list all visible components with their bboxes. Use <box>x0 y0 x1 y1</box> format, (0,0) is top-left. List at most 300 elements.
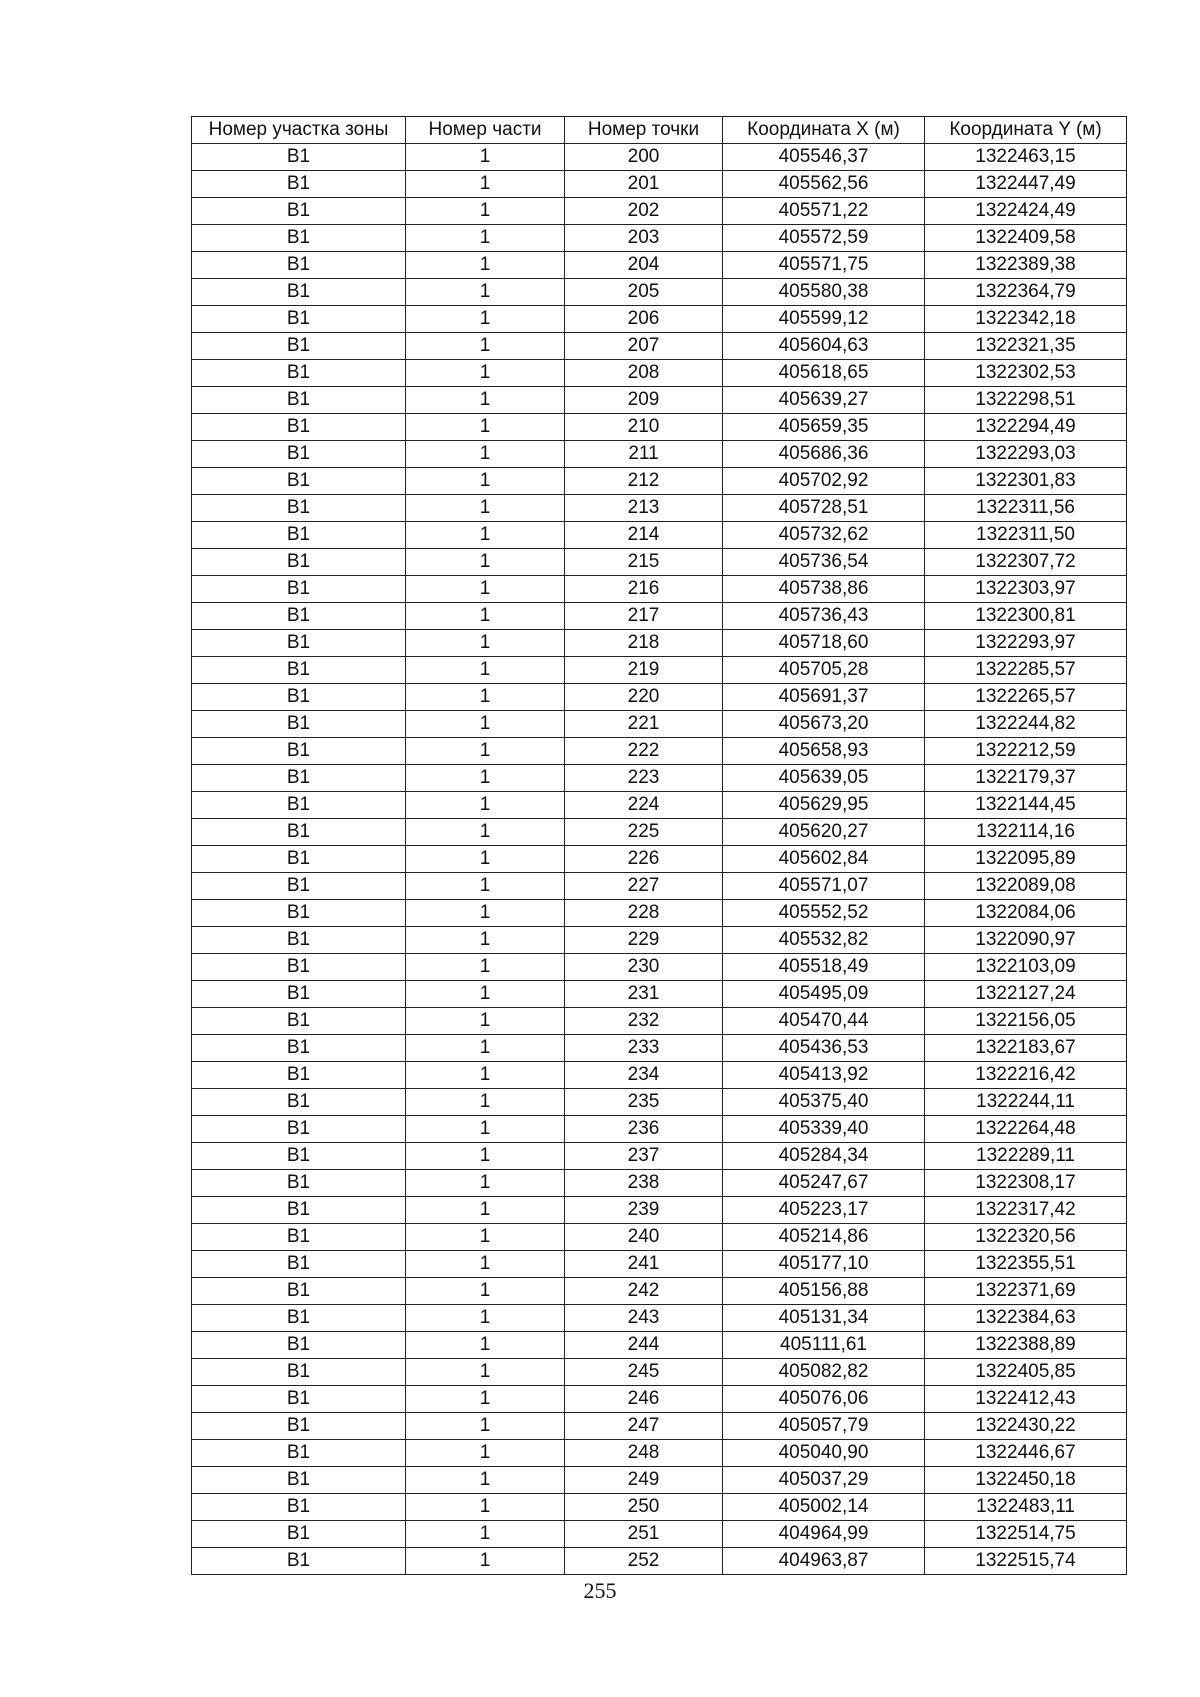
zone-section-cell: В1 <box>192 549 406 576</box>
part-number-cell: 1 <box>406 684 565 711</box>
part-number-cell: 1 <box>406 1062 565 1089</box>
zone-section-cell: В1 <box>192 1359 406 1386</box>
coordinate-x-cell: 405604,63 <box>723 333 925 360</box>
point-number-cell: 222 <box>565 738 723 765</box>
coordinate-y-cell: 1322127,24 <box>925 981 1127 1008</box>
table-row <box>192 1197 1127 1224</box>
coordinate-y-cell: 1322244,82 <box>925 711 1127 738</box>
table-row <box>192 900 1127 927</box>
point-number-cell: 229 <box>565 927 723 954</box>
part-number-cell: 1 <box>406 144 565 171</box>
coordinate-x-cell: 405718,60 <box>723 630 925 657</box>
coordinate-x-cell: 405284,34 <box>723 1143 925 1170</box>
coordinate-y-cell: 1322302,53 <box>925 360 1127 387</box>
coordinate-x-cell: 405413,92 <box>723 1062 925 1089</box>
table-row <box>192 1035 1127 1062</box>
coordinate-y-cell: 1322384,63 <box>925 1305 1127 1332</box>
coordinate-x-cell: 405131,34 <box>723 1305 925 1332</box>
coordinate-x-cell: 405736,43 <box>723 603 925 630</box>
coordinate-y-cell: 1322212,59 <box>925 738 1127 765</box>
part-number-cell: 1 <box>406 1116 565 1143</box>
part-number-cell: 1 <box>406 1359 565 1386</box>
coordinate-y-cell: 1322389,38 <box>925 252 1127 279</box>
point-number-cell: 250 <box>565 1494 723 1521</box>
point-number-cell: 206 <box>565 306 723 333</box>
zone-section-cell: В1 <box>192 927 406 954</box>
zone-section-cell: В1 <box>192 1278 406 1305</box>
header-part-number: Номер части <box>406 117 565 144</box>
coordinate-y-cell: 1322364,79 <box>925 279 1127 306</box>
zone-section-cell: В1 <box>192 1251 406 1278</box>
coordinate-y-cell: 1322293,03 <box>925 441 1127 468</box>
coordinate-y-cell: 1322320,56 <box>925 1224 1127 1251</box>
table-row <box>192 549 1127 576</box>
part-number-cell: 1 <box>406 900 565 927</box>
coordinate-x-cell: 405639,27 <box>723 387 925 414</box>
zone-section-cell: В1 <box>192 387 406 414</box>
part-number-cell: 1 <box>406 657 565 684</box>
zone-section-cell: В1 <box>192 819 406 846</box>
zone-section-cell: В1 <box>192 630 406 657</box>
coordinate-y-cell: 1322514,75 <box>925 1521 1127 1548</box>
coordinate-y-cell: 1322317,42 <box>925 1197 1127 1224</box>
point-number-cell: 237 <box>565 1143 723 1170</box>
zone-section-cell: В1 <box>192 1116 406 1143</box>
coordinate-x-cell: 405673,20 <box>723 711 925 738</box>
coordinate-y-cell: 1322301,83 <box>925 468 1127 495</box>
table-row <box>192 819 1127 846</box>
coordinate-y-cell: 1322463,15 <box>925 144 1127 171</box>
part-number-cell: 1 <box>406 522 565 549</box>
part-number-cell: 1 <box>406 387 565 414</box>
point-number-cell: 205 <box>565 279 723 306</box>
part-number-cell: 1 <box>406 279 565 306</box>
coordinate-y-cell: 1322090,97 <box>925 927 1127 954</box>
coordinate-x-cell: 405571,22 <box>723 198 925 225</box>
part-number-cell: 1 <box>406 1440 565 1467</box>
part-number-cell: 1 <box>406 1278 565 1305</box>
part-number-cell: 1 <box>406 738 565 765</box>
point-number-cell: 220 <box>565 684 723 711</box>
part-number-cell: 1 <box>406 1089 565 1116</box>
point-number-cell: 231 <box>565 981 723 1008</box>
coordinate-x-cell: 405728,51 <box>723 495 925 522</box>
point-number-cell: 230 <box>565 954 723 981</box>
coordinate-y-cell: 1322311,56 <box>925 495 1127 522</box>
part-number-cell: 1 <box>406 630 565 657</box>
table-row <box>192 1467 1127 1494</box>
table-row <box>192 1224 1127 1251</box>
coordinate-y-cell: 1322355,51 <box>925 1251 1127 1278</box>
coordinate-x-cell: 405659,35 <box>723 414 925 441</box>
coordinate-y-cell: 1322483,11 <box>925 1494 1127 1521</box>
coordinate-y-cell: 1322321,35 <box>925 333 1127 360</box>
point-number-cell: 228 <box>565 900 723 927</box>
coordinate-x-cell: 405618,65 <box>723 360 925 387</box>
coordinate-y-cell: 1322264,48 <box>925 1116 1127 1143</box>
zone-section-cell: В1 <box>192 792 406 819</box>
part-number-cell: 1 <box>406 819 565 846</box>
point-number-cell: 208 <box>565 360 723 387</box>
part-number-cell: 1 <box>406 549 565 576</box>
point-number-cell: 203 <box>565 225 723 252</box>
part-number-cell: 1 <box>406 1197 565 1224</box>
zone-section-cell: В1 <box>192 1143 406 1170</box>
zone-section-cell: В1 <box>192 1008 406 1035</box>
point-number-cell: 236 <box>565 1116 723 1143</box>
coordinate-y-cell: 1322183,67 <box>925 1035 1127 1062</box>
table-row <box>192 1089 1127 1116</box>
zone-section-cell: В1 <box>192 414 406 441</box>
coordinate-x-cell: 405076,06 <box>723 1386 925 1413</box>
coordinate-y-cell: 1322300,81 <box>925 603 1127 630</box>
zone-section-cell: В1 <box>192 360 406 387</box>
zone-section-cell: В1 <box>192 954 406 981</box>
header-point-number: Номер точки <box>565 117 723 144</box>
coordinate-x-cell: 405156,88 <box>723 1278 925 1305</box>
zone-section-cell: В1 <box>192 657 406 684</box>
table-row <box>192 1494 1127 1521</box>
table-row <box>192 414 1127 441</box>
part-number-cell: 1 <box>406 252 565 279</box>
page-number: 255 <box>583 1578 617 1603</box>
zone-section-cell: В1 <box>192 279 406 306</box>
coordinate-x-cell: 405732,62 <box>723 522 925 549</box>
table-row <box>192 1548 1127 1575</box>
coordinate-x-cell: 405658,93 <box>723 738 925 765</box>
part-number-cell: 1 <box>406 954 565 981</box>
coordinate-y-cell: 1322308,17 <box>925 1170 1127 1197</box>
zone-section-cell: В1 <box>192 738 406 765</box>
coordinate-x-cell: 405571,75 <box>723 252 925 279</box>
table-row <box>192 171 1127 198</box>
coordinate-x-cell: 405599,12 <box>723 306 925 333</box>
table-body <box>192 144 1127 1575</box>
zone-section-cell: В1 <box>192 1386 406 1413</box>
part-number-cell: 1 <box>406 1494 565 1521</box>
table-row <box>192 468 1127 495</box>
table-row <box>192 954 1127 981</box>
zone-section-cell: В1 <box>192 711 406 738</box>
point-number-cell: 242 <box>565 1278 723 1305</box>
part-number-cell: 1 <box>406 846 565 873</box>
point-number-cell: 225 <box>565 819 723 846</box>
coordinate-x-cell: 405705,28 <box>723 657 925 684</box>
zone-section-cell: В1 <box>192 252 406 279</box>
point-number-cell: 234 <box>565 1062 723 1089</box>
table-row <box>192 792 1127 819</box>
coordinate-y-cell: 1322089,08 <box>925 873 1127 900</box>
part-number-cell: 1 <box>406 1548 565 1575</box>
coordinate-x-cell: 405702,92 <box>723 468 925 495</box>
point-number-cell: 210 <box>565 414 723 441</box>
zone-section-cell: В1 <box>192 333 406 360</box>
point-number-cell: 246 <box>565 1386 723 1413</box>
coordinate-x-cell: 405620,27 <box>723 819 925 846</box>
point-number-cell: 232 <box>565 1008 723 1035</box>
coordinate-y-cell: 1322405,85 <box>925 1359 1127 1386</box>
part-number-cell: 1 <box>406 1251 565 1278</box>
coordinate-x-cell: 404963,87 <box>723 1548 925 1575</box>
table-row <box>192 1413 1127 1440</box>
zone-section-cell: В1 <box>192 171 406 198</box>
coordinate-y-cell: 1322114,16 <box>925 819 1127 846</box>
coordinate-y-cell: 1322450,18 <box>925 1467 1127 1494</box>
coordinate-y-cell: 1322430,22 <box>925 1413 1127 1440</box>
part-number-cell: 1 <box>406 576 565 603</box>
coordinate-x-cell: 405082,82 <box>723 1359 925 1386</box>
point-number-cell: 247 <box>565 1413 723 1440</box>
table-row <box>192 846 1127 873</box>
part-number-cell: 1 <box>406 603 565 630</box>
part-number-cell: 1 <box>406 198 565 225</box>
table-row <box>192 279 1127 306</box>
coordinate-x-cell: 405580,38 <box>723 279 925 306</box>
point-number-cell: 249 <box>565 1467 723 1494</box>
part-number-cell: 1 <box>406 441 565 468</box>
point-number-cell: 218 <box>565 630 723 657</box>
header-zone-section: Номер участка зоны <box>192 117 406 144</box>
table-row <box>192 1386 1127 1413</box>
zone-section-cell: В1 <box>192 198 406 225</box>
zone-section-cell: В1 <box>192 1467 406 1494</box>
coordinate-y-cell: 1322103,09 <box>925 954 1127 981</box>
part-number-cell: 1 <box>406 981 565 1008</box>
point-number-cell: 215 <box>565 549 723 576</box>
coordinate-x-cell: 405339,40 <box>723 1116 925 1143</box>
point-number-cell: 251 <box>565 1521 723 1548</box>
table-row <box>192 684 1127 711</box>
coordinate-x-cell: 404964,99 <box>723 1521 925 1548</box>
coordinate-y-cell: 1322095,89 <box>925 846 1127 873</box>
table-row <box>192 738 1127 765</box>
table-row <box>192 333 1127 360</box>
zone-section-cell: В1 <box>192 522 406 549</box>
point-number-cell: 201 <box>565 171 723 198</box>
part-number-cell: 1 <box>406 1332 565 1359</box>
coordinate-x-cell: 405111,61 <box>723 1332 925 1359</box>
part-number-cell: 1 <box>406 495 565 522</box>
table-row <box>192 306 1127 333</box>
point-number-cell: 207 <box>565 333 723 360</box>
coordinate-y-cell: 1322216,42 <box>925 1062 1127 1089</box>
zone-section-cell: В1 <box>192 1197 406 1224</box>
table-row <box>192 711 1127 738</box>
coordinate-x-cell: 405470,44 <box>723 1008 925 1035</box>
point-number-cell: 214 <box>565 522 723 549</box>
point-number-cell: 252 <box>565 1548 723 1575</box>
coordinate-x-cell: 405571,07 <box>723 873 925 900</box>
point-number-cell: 211 <box>565 441 723 468</box>
point-number-cell: 227 <box>565 873 723 900</box>
coordinate-y-cell: 1322179,37 <box>925 765 1127 792</box>
zone-section-cell: В1 <box>192 684 406 711</box>
part-number-cell: 1 <box>406 1008 565 1035</box>
coordinate-x-cell: 405375,40 <box>723 1089 925 1116</box>
zone-section-cell: В1 <box>192 1062 406 1089</box>
zone-section-cell: В1 <box>192 765 406 792</box>
point-number-cell: 240 <box>565 1224 723 1251</box>
part-number-cell: 1 <box>406 468 565 495</box>
table-row <box>192 1062 1127 1089</box>
coordinate-y-cell: 1322293,97 <box>925 630 1127 657</box>
zone-section-cell: В1 <box>192 1494 406 1521</box>
point-number-cell: 221 <box>565 711 723 738</box>
coordinate-x-cell: 405736,54 <box>723 549 925 576</box>
table-row <box>192 1521 1127 1548</box>
zone-section-cell: В1 <box>192 495 406 522</box>
zone-section-cell: В1 <box>192 576 406 603</box>
coordinate-x-cell: 405532,82 <box>723 927 925 954</box>
table-row <box>192 927 1127 954</box>
zone-section-cell: В1 <box>192 1521 406 1548</box>
table-row <box>192 1008 1127 1035</box>
coordinate-x-cell: 405738,86 <box>723 576 925 603</box>
zone-section-cell: В1 <box>192 1170 406 1197</box>
table-row <box>192 1116 1127 1143</box>
part-number-cell: 1 <box>406 333 565 360</box>
coordinate-y-cell: 1322289,11 <box>925 1143 1127 1170</box>
coordinate-x-cell: 405040,90 <box>723 1440 925 1467</box>
part-number-cell: 1 <box>406 1035 565 1062</box>
point-number-cell: 248 <box>565 1440 723 1467</box>
coordinate-x-cell: 405562,56 <box>723 171 925 198</box>
coordinate-x-cell: 405572,59 <box>723 225 925 252</box>
coordinate-x-cell: 405686,36 <box>723 441 925 468</box>
coordinate-y-cell: 1322285,57 <box>925 657 1127 684</box>
zone-section-cell: В1 <box>192 981 406 1008</box>
part-number-cell: 1 <box>406 360 565 387</box>
zone-section-cell: В1 <box>192 144 406 171</box>
coordinate-x-cell: 405518,49 <box>723 954 925 981</box>
coordinate-y-cell: 1322515,74 <box>925 1548 1127 1575</box>
table-row <box>192 873 1127 900</box>
coordinate-y-cell: 1322371,69 <box>925 1278 1127 1305</box>
table-row <box>192 1359 1127 1386</box>
table-row <box>192 630 1127 657</box>
part-number-cell: 1 <box>406 1170 565 1197</box>
table-header-row <box>192 117 1127 144</box>
zone-section-cell: В1 <box>192 603 406 630</box>
zone-section-cell: В1 <box>192 1440 406 1467</box>
coordinate-y-cell: 1322307,72 <box>925 549 1127 576</box>
coordinate-y-cell: 1322446,67 <box>925 1440 1127 1467</box>
point-number-cell: 245 <box>565 1359 723 1386</box>
coordinate-x-cell: 405495,09 <box>723 981 925 1008</box>
zone-section-cell: В1 <box>192 468 406 495</box>
part-number-cell: 1 <box>406 171 565 198</box>
coordinate-x-cell: 405629,95 <box>723 792 925 819</box>
table-row <box>192 387 1127 414</box>
coordinate-y-cell: 1322388,89 <box>925 1332 1127 1359</box>
point-number-cell: 202 <box>565 198 723 225</box>
coordinate-y-cell: 1322084,06 <box>925 900 1127 927</box>
coordinate-y-cell: 1322409,58 <box>925 225 1127 252</box>
point-number-cell: 238 <box>565 1170 723 1197</box>
zone-section-cell: В1 <box>192 1413 406 1440</box>
header-coordinate-y: Координата Y (м) <box>925 117 1127 144</box>
table-row <box>192 441 1127 468</box>
zone-section-cell: В1 <box>192 873 406 900</box>
part-number-cell: 1 <box>406 1413 565 1440</box>
point-number-cell: 204 <box>565 252 723 279</box>
coordinate-y-cell: 1322144,45 <box>925 792 1127 819</box>
coordinate-x-cell: 405002,14 <box>723 1494 925 1521</box>
coordinate-x-cell: 405602,84 <box>723 846 925 873</box>
point-number-cell: 216 <box>565 576 723 603</box>
point-number-cell: 239 <box>565 1197 723 1224</box>
part-number-cell: 1 <box>406 873 565 900</box>
table-row <box>192 1332 1127 1359</box>
coordinate-y-cell: 1322298,51 <box>925 387 1127 414</box>
part-number-cell: 1 <box>406 1224 565 1251</box>
part-number-cell: 1 <box>406 414 565 441</box>
zone-section-cell: В1 <box>192 1305 406 1332</box>
point-number-cell: 213 <box>565 495 723 522</box>
part-number-cell: 1 <box>406 765 565 792</box>
coordinate-x-cell: 405223,17 <box>723 1197 925 1224</box>
coordinate-y-cell: 1322156,05 <box>925 1008 1127 1035</box>
table-row <box>192 252 1127 279</box>
table-row <box>192 1440 1127 1467</box>
part-number-cell: 1 <box>406 711 565 738</box>
point-number-cell: 209 <box>565 387 723 414</box>
part-number-cell: 1 <box>406 927 565 954</box>
point-number-cell: 244 <box>565 1332 723 1359</box>
table-row <box>192 981 1127 1008</box>
part-number-cell: 1 <box>406 1467 565 1494</box>
zone-section-cell: В1 <box>192 225 406 252</box>
point-number-cell: 243 <box>565 1305 723 1332</box>
coordinate-x-cell: 405177,10 <box>723 1251 925 1278</box>
point-number-cell: 224 <box>565 792 723 819</box>
point-number-cell: 212 <box>565 468 723 495</box>
coordinate-x-cell: 405037,29 <box>723 1467 925 1494</box>
table-row <box>192 1278 1127 1305</box>
zone-section-cell: В1 <box>192 1548 406 1575</box>
zone-section-cell: В1 <box>192 1224 406 1251</box>
point-number-cell: 219 <box>565 657 723 684</box>
table-row <box>192 1170 1127 1197</box>
zone-section-cell: В1 <box>192 306 406 333</box>
table-row <box>192 1305 1127 1332</box>
header-coordinate-x: Координата X (м) <box>723 117 925 144</box>
zone-section-cell: В1 <box>192 846 406 873</box>
part-number-cell: 1 <box>406 1386 565 1413</box>
zone-section-cell: В1 <box>192 441 406 468</box>
coordinate-x-cell: 405639,05 <box>723 765 925 792</box>
table-row <box>192 576 1127 603</box>
point-number-cell: 241 <box>565 1251 723 1278</box>
part-number-cell: 1 <box>406 1521 565 1548</box>
zone-section-cell: В1 <box>192 1089 406 1116</box>
table-row <box>192 360 1127 387</box>
coordinate-y-cell: 1322412,43 <box>925 1386 1127 1413</box>
coordinate-y-cell: 1322303,97 <box>925 576 1127 603</box>
table-row <box>192 198 1127 225</box>
table-row <box>192 495 1127 522</box>
part-number-cell: 1 <box>406 1143 565 1170</box>
point-number-cell: 235 <box>565 1089 723 1116</box>
coordinate-x-cell: 405546,37 <box>723 144 925 171</box>
point-number-cell: 200 <box>565 144 723 171</box>
coordinate-x-cell: 405552,52 <box>723 900 925 927</box>
table-row <box>192 657 1127 684</box>
coordinate-x-cell: 405214,86 <box>723 1224 925 1251</box>
coordinate-x-cell: 405247,67 <box>723 1170 925 1197</box>
table-row <box>192 765 1127 792</box>
point-number-cell: 233 <box>565 1035 723 1062</box>
